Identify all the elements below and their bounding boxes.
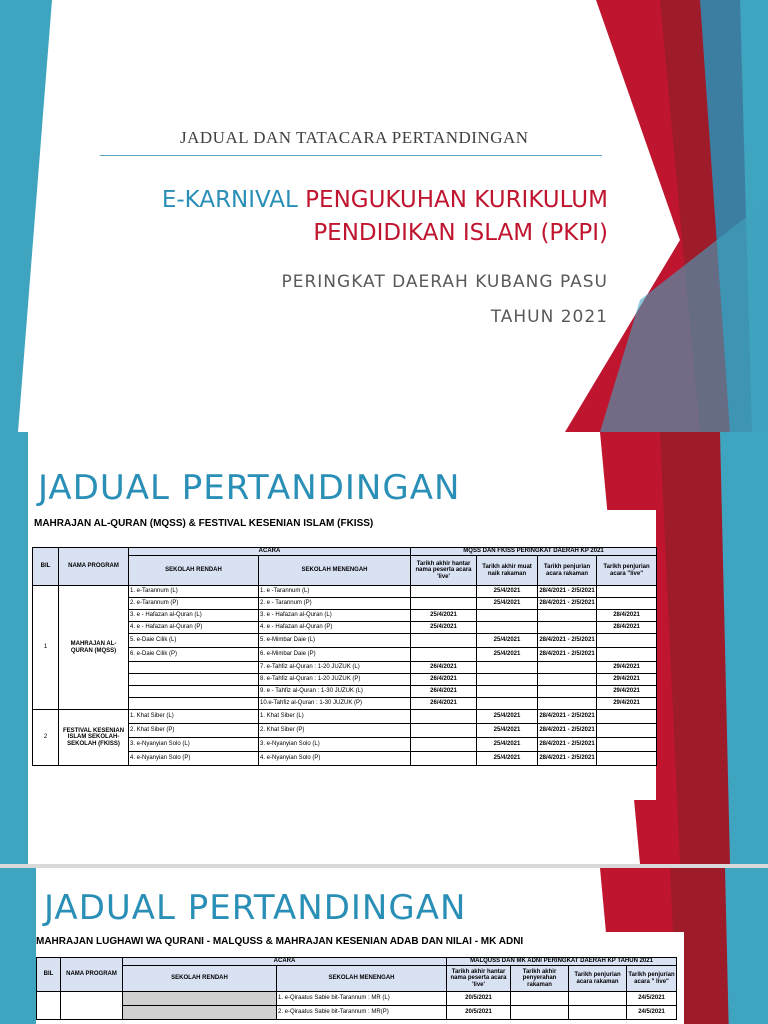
cell-sekolah-rendah [123, 1006, 277, 1020]
cell-sekolah-menengah: 5. e-Mimbar Daie (L) [259, 634, 411, 648]
cell-date-3 [569, 992, 627, 1006]
cell-sekolah-rendah: 4. e - Hafazan al-Quran (P) [129, 622, 259, 634]
cell-sekolah-rendah: 3. e - Hafazan al-Quran (L) [129, 610, 259, 622]
cell-sekolah-menengah: 10.e-Tahfiz al-Quran : 1-30 JUZUK (P) [259, 698, 411, 710]
slide-heading: JADUAL PERTANDINGAN [44, 888, 467, 928]
cell-sekolah-rendah [129, 686, 259, 698]
cell-sekolah-menengah: 4. e - Hafazan al-Quran (P) [259, 622, 411, 634]
cell-date-2 [477, 610, 538, 622]
cell-date-3: 28/4/2021 - 2/5/2021 [538, 586, 597, 598]
divider [100, 155, 602, 156]
cell-date-2 [477, 686, 538, 698]
cell-date-1 [411, 738, 477, 752]
cell-date-2: 25/4/2021 [477, 724, 538, 738]
cell-date-2: 25/4/2021 [477, 648, 538, 662]
schedule-table [36, 957, 677, 1020]
title-slide [0, 0, 768, 432]
cell-date-2 [477, 674, 538, 686]
cell-date-2: 25/4/2021 [477, 738, 538, 752]
cell-sekolah-menengah: 1. e-Qiraatus Sabie bit-Tarannum : MR (L) [277, 992, 447, 1006]
cell-sekolah-rendah: 5. e-Daie Cilik (L) [129, 634, 259, 648]
cell-sekolah-rendah [129, 662, 259, 674]
header-date-3: Tarikh penjurian acara rakaman [538, 556, 597, 586]
cell-date-3: 28/4/2021 - 2/5/2021 [538, 752, 597, 766]
header-date-2: Tarikh akhir penyerahan rakaman [511, 966, 569, 992]
schedule-slide-1 [0, 432, 768, 864]
cell-sekolah-rendah: 4. e-Nyanyian Solo (P) [129, 752, 259, 766]
cell-sekolah-menengah: 2. Khat Siber (P) [259, 724, 411, 738]
table-subheading: MAHRAJAN LUGHAWI WA QURANI - MALQUSS & MAHRAJAN KESENIAN ADAB DAN NILAI - MK ADNI [36, 936, 524, 947]
cell-date-2: 25/4/2021 [477, 710, 538, 724]
cell-date-2: 25/4/2021 [477, 586, 538, 598]
cell-date-3: 28/4/2021 - 2/5/2021 [538, 710, 597, 724]
cell-date-1 [411, 648, 477, 662]
cell-date-4: 29/4/2021 [597, 662, 657, 674]
cell-sekolah-rendah: 2. e-Tarannum (P) [129, 598, 259, 610]
cell-date-4: 29/4/2021 [597, 674, 657, 686]
cell-date-2 [477, 662, 538, 674]
cell-date-3 [569, 1006, 627, 1020]
cell-date-4 [597, 634, 657, 648]
title-line2: PENDIDIKAN ISLAM (PKPI) [313, 220, 608, 246]
cell-sekolah-menengah: 7. e-Tahfiz al-Quran : 1-20 JUZUK (L) [259, 662, 411, 674]
year-text: TAHUN 2021 [490, 307, 608, 327]
table-panel [36, 932, 684, 1024]
slide-title [162, 184, 608, 250]
cell-date-4: 28/4/2021 [597, 610, 657, 622]
cell-date-1 [411, 586, 477, 598]
header-date-2: Tarikh akhir muat naik rakaman [477, 556, 538, 586]
cell-date-4 [597, 710, 657, 724]
cell-date-1 [411, 598, 477, 610]
cell-sekolah-menengah: 6. e-Mimbar Daie (P) [259, 648, 411, 662]
cell-sekolah-menengah: 1. Khat Siber (L) [259, 710, 411, 724]
cell-date-3: 28/4/2021 - 2/5/2021 [538, 634, 597, 648]
header-date-1: Tarikh akhir hantar nama peserta acara 'live' [447, 966, 511, 992]
header-date-4: Tarikh penjurian acara " live" [627, 966, 677, 992]
cell-date-1: 26/4/2021 [411, 662, 477, 674]
header-sekolah-menengah: SEKOLAH MENENGAH [277, 966, 447, 992]
table-subheading: MAHRAJAN AL-QURAN (MQSS) & FESTIVAL KESENIAN ISLAM (FKISS) [34, 518, 374, 529]
table-row [33, 710, 657, 724]
cell-date-3 [538, 674, 597, 686]
header-date-3: Tarikh penjurian acara rakaman [569, 966, 627, 992]
cell-date-3: 28/4/2021 - 2/5/2021 [538, 738, 597, 752]
cell-date-3 [538, 698, 597, 710]
cell-date-1: 25/4/2021 [411, 610, 477, 622]
header-date-4: Tarikh penjurian acara "live" [597, 556, 657, 586]
cell-date-1 [411, 634, 477, 648]
program-name: MAHRAJAN AL-QURAN (MQSS) [59, 586, 129, 710]
cell-sekolah-menengah: 8. e-Tahfiz al-Quran : 1-20 JUZUK (P) [259, 674, 411, 686]
header-bil: BIL [33, 548, 59, 586]
cell-date-2 [477, 698, 538, 710]
cell-date-3 [538, 686, 597, 698]
cell-date-3: 28/4/2021 - 2/5/2021 [538, 648, 597, 662]
cell-date-1 [411, 752, 477, 766]
cell-date-4 [597, 738, 657, 752]
cell-date-2: 25/4/2021 [477, 752, 538, 766]
program-bil: 2 [33, 710, 59, 766]
cell-date-3 [538, 610, 597, 622]
cell-date-4: 24/5/2021 [627, 992, 677, 1006]
table-row [37, 1006, 677, 1020]
cell-sekolah-menengah: 2. e-Qiraatus Sabie bit-Tarannum : MR(P) [277, 1006, 447, 1020]
schedule-slide-2 [0, 868, 768, 1024]
table-row [33, 586, 657, 598]
cell-date-3 [538, 622, 597, 634]
cell-date-3 [538, 662, 597, 674]
cell-sekolah-menengah: 2. e - Tarannum (P) [259, 598, 411, 610]
cell-date-4 [597, 598, 657, 610]
cell-date-4: 29/4/2021 [597, 698, 657, 710]
cell-date-1: 25/4/2021 [411, 622, 477, 634]
cell-date-2 [511, 992, 569, 1006]
header-group: MALQUSS DAN MK ADNI PERINGKAT DAERAH KP TAHUN 2021 [447, 958, 677, 966]
cell-sekolah-menengah: 3. e-Nyanyian Solo (L) [259, 738, 411, 752]
slide-heading: JADUAL PERTANDINGAN [38, 468, 461, 508]
header-acara: ACARA [123, 958, 447, 966]
cell-date-2: 25/4/2021 [477, 634, 538, 648]
table-panel [28, 510, 656, 800]
cell-sekolah-rendah: 3. e-Nyanyian Solo (L) [129, 738, 259, 752]
cell-sekolah-menengah: 9. e - Tahfiz al-Quran : 1-30 JUZUK (L) [259, 686, 411, 698]
cell-date-4: 29/4/2021 [597, 686, 657, 698]
header-date-1: Tarikh akhir hantar nama peserta acara 'live' [411, 556, 477, 586]
cell-date-4 [597, 724, 657, 738]
cell-date-1: 20/5/2021 [447, 992, 511, 1006]
program-name [61, 992, 123, 1020]
header-acara: ACARA [129, 548, 411, 556]
header-nama-program: NAMA PROGRAM [59, 548, 129, 586]
program-bil: 1 [33, 586, 59, 710]
header-sekolah-rendah: SEKOLAH RENDAH [129, 556, 259, 586]
header-bil: BIL [37, 958, 61, 992]
cell-date-1: 26/4/2021 [411, 698, 477, 710]
cell-date-1: 26/4/2021 [411, 674, 477, 686]
cell-date-1 [411, 724, 477, 738]
cell-sekolah-menengah: 3. e - Hafazan al-Quran (L) [259, 610, 411, 622]
cell-date-2 [511, 1006, 569, 1020]
slide-subtitle: JADUAL DAN TATACARA PERTANDINGAN [180, 128, 529, 147]
cell-date-3: 28/4/2021 - 2/5/2021 [538, 724, 597, 738]
title-prefix: E-KARNIVAL [161, 187, 306, 213]
cell-date-3: 28/4/2021 - 2/5/2021 [538, 598, 597, 610]
schedule-table [32, 547, 657, 766]
header-sekolah-rendah: SEKOLAH RENDAH [123, 966, 277, 992]
cell-sekolah-rendah: 2. Khat Siber (P) [129, 724, 259, 738]
level-text: PERINGKAT DAERAH KUBANG PASU [281, 272, 608, 292]
cell-sekolah-menengah: 4. e-Nyanyian Solo (P) [259, 752, 411, 766]
cell-sekolah-rendah [123, 992, 277, 1006]
cell-sekolah-rendah: 1. e-Tarannum (L) [129, 586, 259, 598]
cell-sekolah-rendah [129, 674, 259, 686]
cell-date-4 [597, 752, 657, 766]
cell-sekolah-rendah: 6. e-Daie Cilik (P) [129, 648, 259, 662]
cell-date-1 [411, 710, 477, 724]
cell-date-4: 28/4/2021 [597, 622, 657, 634]
header-sekolah-menengah: SEKOLAH MENENGAH [259, 556, 411, 586]
program-name: FESTIVAL KESENIAN ISLAM SEKOLAH-SEKOLAH (FKISS) [59, 710, 129, 766]
cell-date-2: 25/4/2021 [477, 598, 538, 610]
cell-sekolah-rendah [129, 698, 259, 710]
cell-date-4: 24/5/2021 [627, 1006, 677, 1020]
cell-date-4 [597, 586, 657, 598]
cell-date-2 [477, 622, 538, 634]
program-bil [37, 992, 61, 1020]
cell-sekolah-menengah: 1. e -Tarannum (L) [259, 586, 411, 598]
header-group: MQSS DAN FKISS PERINGKAT DAERAH KP 2021 [411, 548, 657, 556]
title-line1: PENGUKUHAN KURIKULUM [305, 187, 608, 213]
table-row [37, 992, 677, 1006]
header-nama-program: NAMA PROGRAM [61, 958, 123, 992]
cell-sekolah-rendah: 1. Khat Siber (L) [129, 710, 259, 724]
cell-date-1: 26/4/2021 [411, 686, 477, 698]
cell-date-1: 20/5/2021 [447, 1006, 511, 1020]
cell-date-4 [597, 648, 657, 662]
